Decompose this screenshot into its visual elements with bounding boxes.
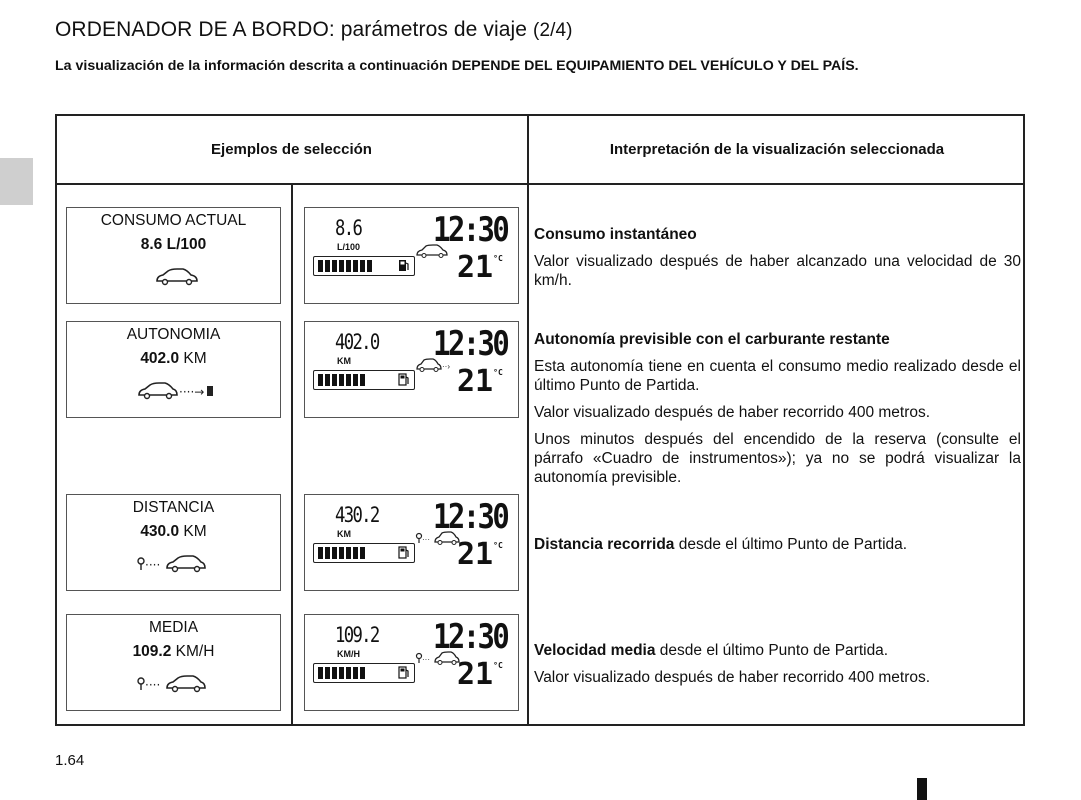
display-clock: 12:30: [433, 617, 508, 657]
description-consumo: Consumo instantáneo Valor visualizado después de haber alcanzado una velocidad de 30 km/h.: [534, 226, 1021, 289]
pin-to-car-icon: [67, 555, 280, 573]
fuel-pump-icon: [398, 259, 410, 272]
svg-text:····: ····: [145, 678, 161, 692]
example-media: [66, 614, 281, 711]
example-value: 109.2 KM/H: [132, 643, 215, 660]
example-distancia: [66, 494, 281, 591]
pin-to-car-icon: [67, 675, 280, 693]
example-consumo: [66, 207, 281, 304]
note-prefix: La visualización de la información descrita a continuación: [55, 58, 448, 74]
display-temperature: $21^{^\circ C}$: [457, 250, 503, 285]
fuel-gauge: [313, 543, 415, 563]
car-icon: [67, 268, 280, 286]
display-temperature: $21^{^\circ C}$: [457, 657, 503, 692]
example-name: AUTONOMIA: [126, 326, 221, 343]
title-main: ORDENADOR DE A BORDO: parámetros de viaje: [55, 18, 528, 41]
svg-text:··›: ··›: [442, 362, 450, 371]
car-to-fuel-icon: [67, 382, 280, 400]
display-clock: 12:30: [433, 210, 508, 250]
display-clock: 12:30: [433, 324, 508, 364]
fuel-pump-icon: [398, 373, 410, 386]
equipment-note: [55, 58, 859, 74]
example-value: 8.6 L/100: [140, 236, 207, 253]
svg-text:···: ···: [422, 655, 430, 664]
note-emphasis: DEPENDE DEL EQUIPAMIENTO DEL VEHÍCULO Y DEL PAÍS.: [451, 58, 859, 74]
example-value: 402.0 KM: [140, 350, 207, 367]
header-divider: [55, 183, 1025, 185]
display-number: 8.6: [335, 216, 362, 240]
fuel-pump-icon: [398, 546, 410, 559]
page-title: [55, 18, 573, 42]
description-distancia: Distancia recorrida desde el último Punto de Partida.: [534, 536, 908, 553]
fuel-pump-icon: [398, 666, 410, 679]
display-media: [304, 614, 519, 711]
svg-text:····: ····: [145, 558, 161, 572]
fuel-gauge: [313, 663, 415, 683]
col1-header: Ejemplos de selección: [211, 141, 372, 158]
title-sub: (2/4): [533, 20, 573, 41]
display-number: 402.0: [335, 330, 379, 354]
display-consumo: [304, 207, 519, 304]
fuel-gauge: [313, 370, 415, 390]
print-mark: [917, 778, 927, 800]
example-value: 430.0 KM: [140, 523, 207, 540]
display-unit: KM: [337, 529, 351, 539]
car-icon: [415, 244, 449, 263]
display-autonomia: [304, 321, 519, 418]
display-temperature: $21^{^\circ C}$: [457, 364, 503, 399]
description-autonomia: Autonomía previsible con el carburante restante Esta autonomía tiene en cuenta el consumo medio realizado desde el último Punto de Partida. Valor visualizado después de haber recorrido 400 metros. Unos minutos después del encendido de la reserva (consulte el párrafo «Cuadro de instrumentos»); ya no se podrá visualizar la autonomía previsible.: [534, 331, 1021, 486]
display-unit: KM: [337, 356, 351, 366]
display-temperature: $21^{^\circ C}$: [457, 537, 503, 572]
example-name: CONSUMO ACTUAL: [100, 212, 247, 229]
display-distancia: [304, 494, 519, 591]
col2-header: Interpretación de la visualización seleccionada: [609, 141, 945, 158]
section-tab: [0, 158, 33, 205]
display-number: 109.2: [335, 623, 379, 647]
page-number: 1.64: [55, 752, 85, 769]
car-to-fuel-icon: [415, 358, 455, 377]
display-clock: 12:30: [433, 497, 508, 537]
svg-text:····→: ····→: [179, 385, 205, 399]
display-unit: KM/H: [337, 649, 360, 659]
display-number: 430.2: [335, 503, 379, 527]
example-name: MEDIA: [148, 619, 199, 636]
svg-text:···: ···: [422, 535, 430, 544]
description-media: Velocidad media desde el último Punto de Partida. Valor visualizado después de haber recorrido 400 metros.: [534, 642, 931, 686]
subcolumn-divider: [291, 183, 293, 726]
example-name: DISTANCIA: [132, 499, 215, 516]
example-autonomia: [66, 321, 281, 418]
display-unit: L/100: [337, 242, 361, 252]
column-divider: [527, 114, 529, 726]
fuel-gauge: [313, 256, 415, 276]
